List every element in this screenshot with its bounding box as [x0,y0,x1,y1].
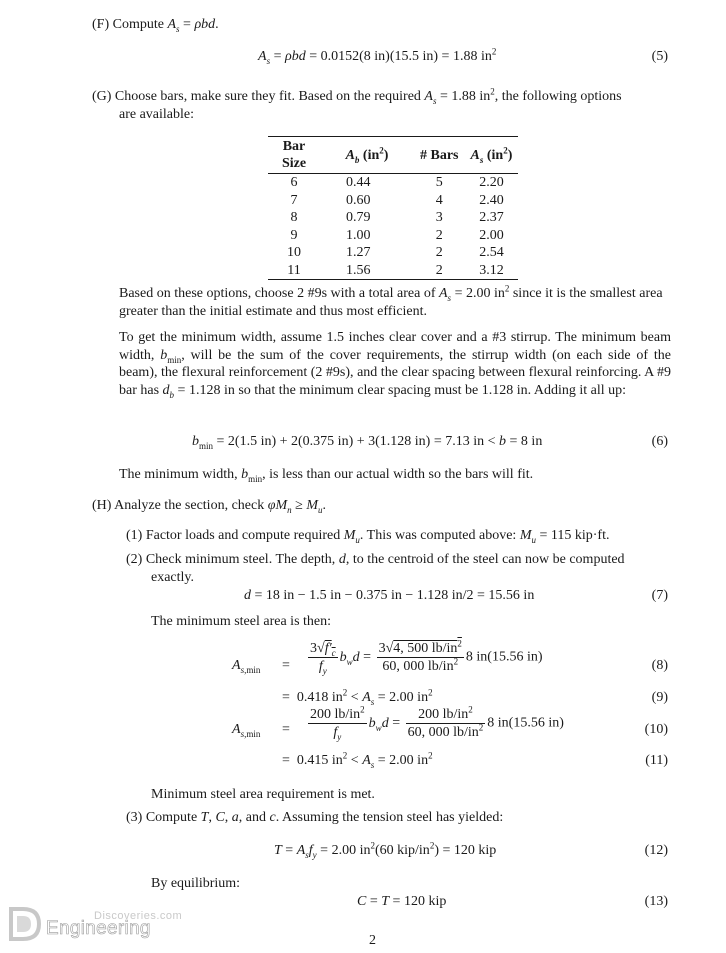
table-cell: 2.40 [479,192,504,208]
table-cell: 2.00 [479,227,504,243]
logo-text-top: Discoveries.com [94,910,183,922]
by-equilibrium: By equilibrium: [151,876,241,891]
logo-text-bottom: Engineering [46,918,151,939]
table-cell: 7 [290,192,298,208]
table-cell: 1.00 [346,227,371,243]
table-header-row [268,137,518,174]
equation-9: = 0.418 $in^2 < A_s = 2.00$ $in^2$ [282,687,433,707]
table-cell: 11 [268,262,320,280]
table-cell: 0.79 [346,210,371,225]
eq10-equals: = [282,722,290,737]
equation-8: $\frac{3√f'_c}{f_y}$ $b_wd$ = $\frac{3√4, 500 lb/in^2}{60, 000 lb/in^2}$ 8 in(15.56 in) [310,638,543,676]
page-number: 2 [369,933,376,948]
step-f-heading-math: $A_s = \rho bd$. [167,17,219,34]
table-row [268,174,518,192]
table-row [268,244,518,262]
equation-5: $A_s = \rho bd = 0.0152(8$ in)(15.5 in) = 1.88 $in^2$ [258,46,497,66]
eq8-equals: = [282,658,290,673]
table-cell: 3 [435,210,443,225]
table-cell: 2 [435,245,443,260]
item-2-line1: (2) Check minimum steel. The depth, d, to the centroid of the steel can now be computed [126,552,625,567]
step-g-intro-line1: (G) Choose bars, make sure they fit. Based on the required $A_s = 1.88$ $in^2$, the following options [92,86,622,106]
equation-7-number: (7) [651,588,668,603]
equation-11-number: (11) [645,753,668,768]
table-cell: 2 [435,227,443,243]
equation-12-number: (12) [644,843,668,858]
step-f-heading-prefix: (F) Compute [92,17,168,32]
table-cell: 10 [287,245,301,260]
bar-options-table [268,136,518,280]
table-cell: 2.20 [479,175,504,190]
paragraph-min-width: To get the minimum width, assume 1.5 inches clear cover and a #3 stirrup. The minimum beam width, $b_{min}$, will be the sum of the cover requirements, the stirrup width (on each side of the beam), the flexural reinforcement (2 #9s), and the clear spacing between flexural reinforcing. A #9 bar has $d_b = 1.128$ in so that the minimum clear spacing must be 1.128 in. Adding it all up: [119,330,671,400]
table-cell: 1.27 [346,245,371,260]
table-cell: 1.56 [320,262,414,280]
table-cell: 3.12 [465,262,519,280]
table-row [268,262,518,280]
table-cell: 6 [290,175,298,190]
header-as: $A_s$ $(in^2)$ [465,137,519,174]
table-cell: 2.54 [479,245,504,260]
paragraph-choose-bars: Based on these options, choose 2 #9s with a total area of $A_s = 2.00$ $in^2$ since it is the smallest area greater than the initial estimate and thus most efficient. [119,283,663,319]
eq10-lhs: $A_{s,min}$ [232,722,261,739]
table-cell: 8 [290,210,298,225]
eq8-lhs: $A_{s,min}$ [232,658,261,675]
table-cell: 0.60 [346,192,371,208]
table-row [268,227,518,245]
min-steel-met: Minimum steel area requirement is met. [151,787,375,802]
equation-10: $\frac{200 lb/in^2}{f_y}$ $b_wd$ = $\frac{200 lb/in^2}{60, 000 lb/in^2}$ 8 in(15.56 in) [310,704,564,742]
equation-10-number: (10) [644,722,668,737]
header-num-bars: # Bars [414,137,465,174]
logo-d-icon [8,906,42,942]
equation-6-number: (6) [651,434,668,449]
equation-12: $T = A_sf_y = 2.00$ $in^2(60$ kip/$in^2) = 120$ kip [274,840,497,860]
equation-11: = 0.415 $in^2 < A_s = 2.00$ $in^2$ [282,750,433,770]
table-row [268,192,518,210]
header-ab: $A_b$ $(in^2)$ [320,137,414,174]
table-cell: 9 [290,227,298,243]
item-2-line2: exactly. [151,570,195,585]
table-cell: 2.37 [479,210,504,225]
equation-8-number: (8) [651,658,668,673]
equation-9-number: (9) [651,690,668,705]
equation-13-number: (13) [644,894,668,909]
header-bar-size: Bar Size [268,137,320,174]
item-3: (3) Compute T, C, a, and c. Assuming the tension steel has yielded: [126,810,504,825]
table-row [268,209,518,227]
equation-6: $b_{min} = 2(1.5$ in) + 2(0.375 in) + 3(1.128 in) = 7.13 in < b = 8 in [192,434,543,451]
item-1: (1) Factor loads and compute required $M_u$. This was computed above: $M_u = 115$ kip·ft. [126,528,610,545]
step-g-intro-line2: are available: [119,107,195,122]
table-cell: 2 [414,262,465,280]
step-f-heading [92,16,219,34]
equation-5-number: (5) [651,49,668,64]
table-cell: 0.44 [346,175,371,190]
site-logo [8,904,183,946]
table-cell: 5 [435,175,443,190]
min-steel-intro: The minimum steel area is then: [151,614,332,629]
step-h-heading: (H) Analyze the section, check $\varphi M_n \ge M_u$. [92,498,326,515]
table-cell: 4 [435,192,443,208]
equation-13: C = T = 120 kip [357,894,447,909]
min-width-conclusion: The minimum width, $b_{min}$, is less than our actual width so the bars will fit. [119,467,534,484]
equation-7: d = 18 in − 1.5 in − 0.375 in − 1.128 in/2 = 15.56 in [244,588,535,603]
